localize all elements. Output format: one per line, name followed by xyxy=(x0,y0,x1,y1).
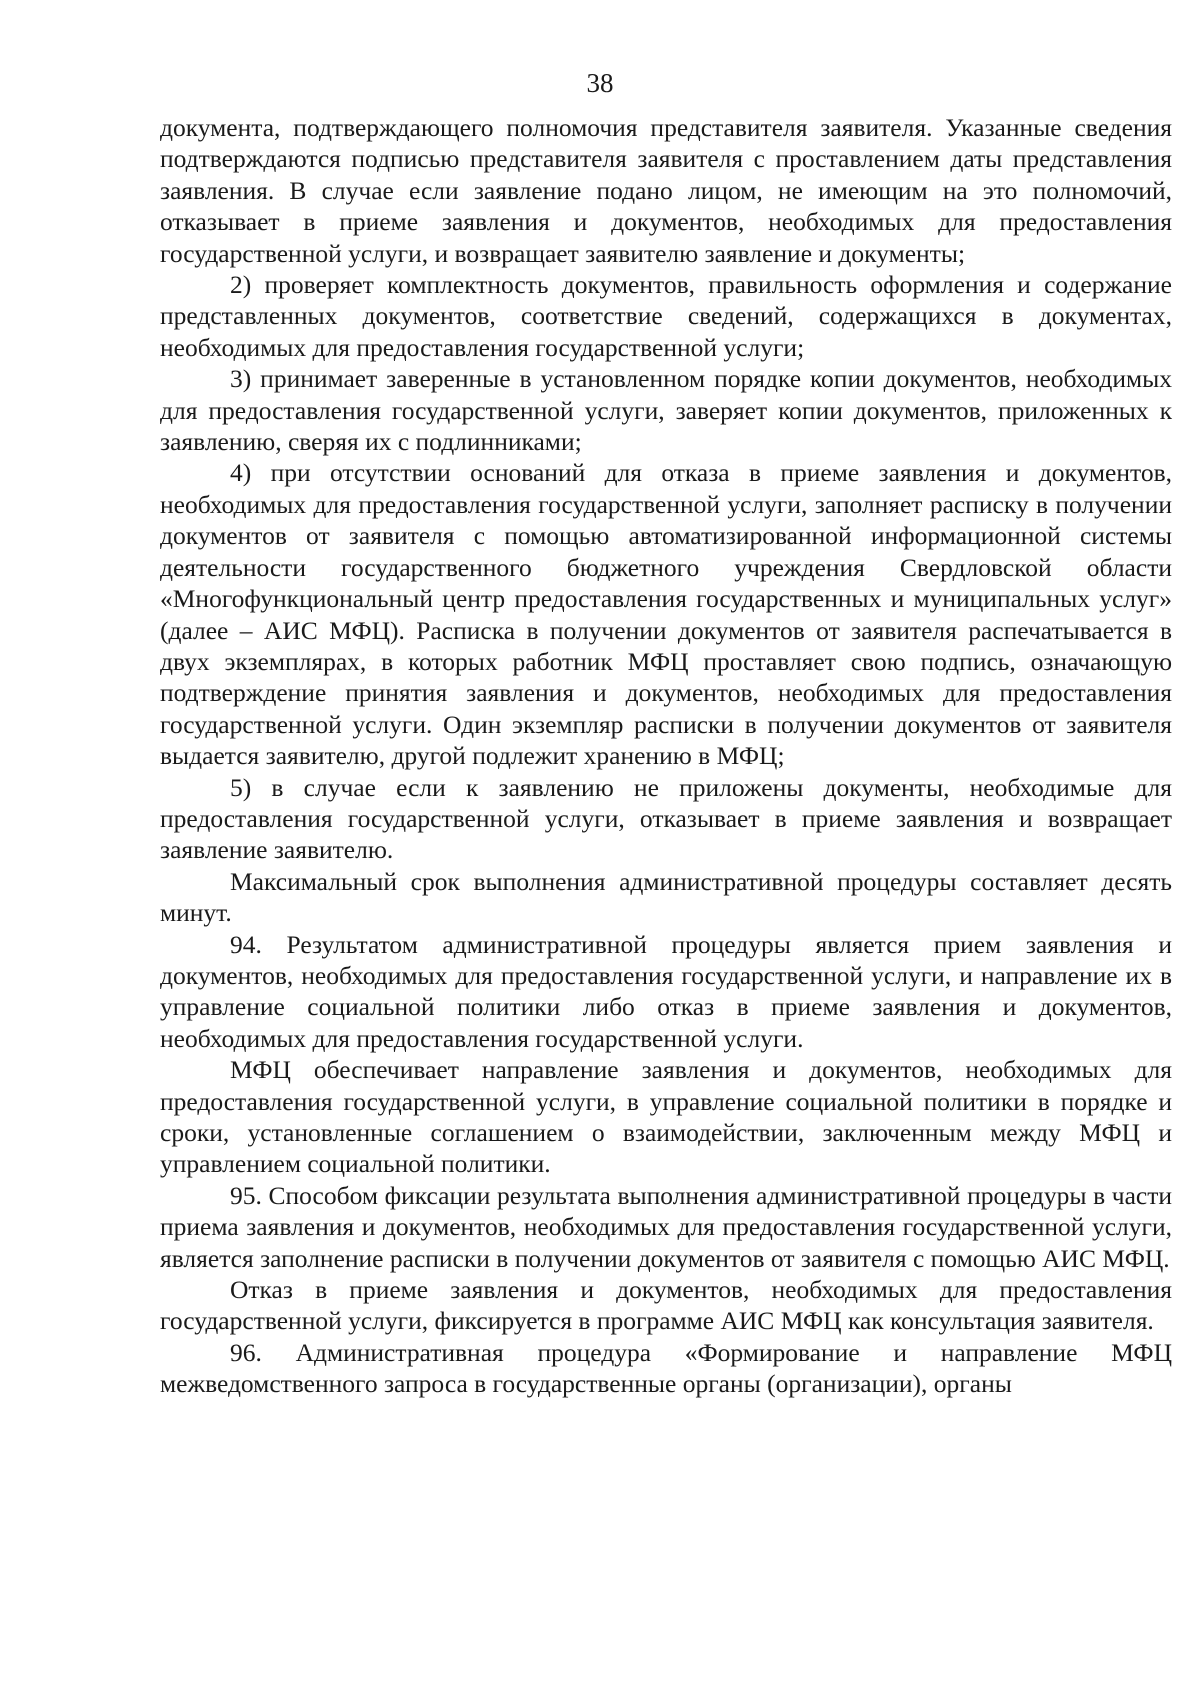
paragraph-clause-96: 96. Административная процедура «Формирование и направление МФЦ межведомственного запроса в государственные органы (организации), органы xyxy=(160,1337,1172,1399)
paragraph-clause-95: 95. Способом фиксации результата выполнения административной процедуры в части приема заявления и документов, необходимых для предоставления государственной услуги, является заполнение расписки в получении документов от заявителя с помощью АИС МФЦ. xyxy=(160,1180,1172,1273)
paragraph-clause-94: 94. Результатом административной процедуры является прием заявления и документов, необходимых для предоставления государственной услуги, и направление их в управление социальной политики либо отказ в приеме заявления и документов, необходимых для предоставления государственной услуги. xyxy=(160,929,1172,1053)
paragraph-item-5: 5) в случае если к заявлению не приложены документы, необходимые для предоставления государственной услуги, отказывает в приеме заявления и возвращает заявление заявителю. xyxy=(160,772,1172,865)
paragraph-max-duration: Максимальный срок выполнения административной процедуры составляет десять минут. xyxy=(160,866,1172,928)
document-body xyxy=(160,112,1172,1400)
page-number: 38 xyxy=(586,68,614,98)
paragraph-item-4: 4) при отсутствии оснований для отказа в приеме заявления и документов, необходимых для предоставления государственной услуги, заполняет расписку в получении документов от заявителя с помощью автоматизированной информационной системы деятельности государственного бюджетного учреждения Свердловской области «Многофункциональный центр предоставления государственных и муниципальных услуг» (далее – АИС МФЦ). Расписка в получении документов от заявителя распечатывается в двух экземплярах, в которых работник МФЦ проставляет свою подпись, означающую подтверждение принятия заявления и документов, необходимых для предоставления государственной услуги. Один экземпляр расписки в получении документов от заявителя выдается заявителю, другой подлежит хранению в МФЦ; xyxy=(160,458,1172,771)
paragraph-refusal-record: Отказ в приеме заявления и документов, необходимых для предоставления государственной услуги, фиксируется в программе АИС МФЦ как консультация заявителя. xyxy=(160,1275,1172,1336)
paragraph-item-2: 2) проверяет комплектность документов, правильность оформления и содержание представленных документов, соответствие сведений, содержащихся в документах, необходимых для предоставления государственной услуги; xyxy=(160,270,1172,362)
paragraph-continuation: документа, подтверждающего полномочия представителя заявителя. Указанные сведения подтверждаются подписью представителя заявителя с проставлением даты представления заявления. В случае если заявление подано лицом, не имеющим на это полномочий, отказывает в приеме заявления и документов, необходимых для предоставления государственной услуги, и возвращает заявителю заявление и документы; xyxy=(160,113,1172,268)
paragraph-item-3: 3) принимает заверенные в установленном порядке копии документов, необходимых для предоставления государственной услуги, заверяет копии документов, приложенных к заявлению, сверяя их с подлинниками; xyxy=(160,364,1172,457)
paragraph-mfc-forwarding: МФЦ обеспечивает направление заявления и документов, необходимых для предоставления государственной услуги, в управление социальной политики в порядке и сроки, установленные соглашением о взаимодействии, заключенным между МФЦ и управлением социальной политики. xyxy=(160,1055,1172,1179)
